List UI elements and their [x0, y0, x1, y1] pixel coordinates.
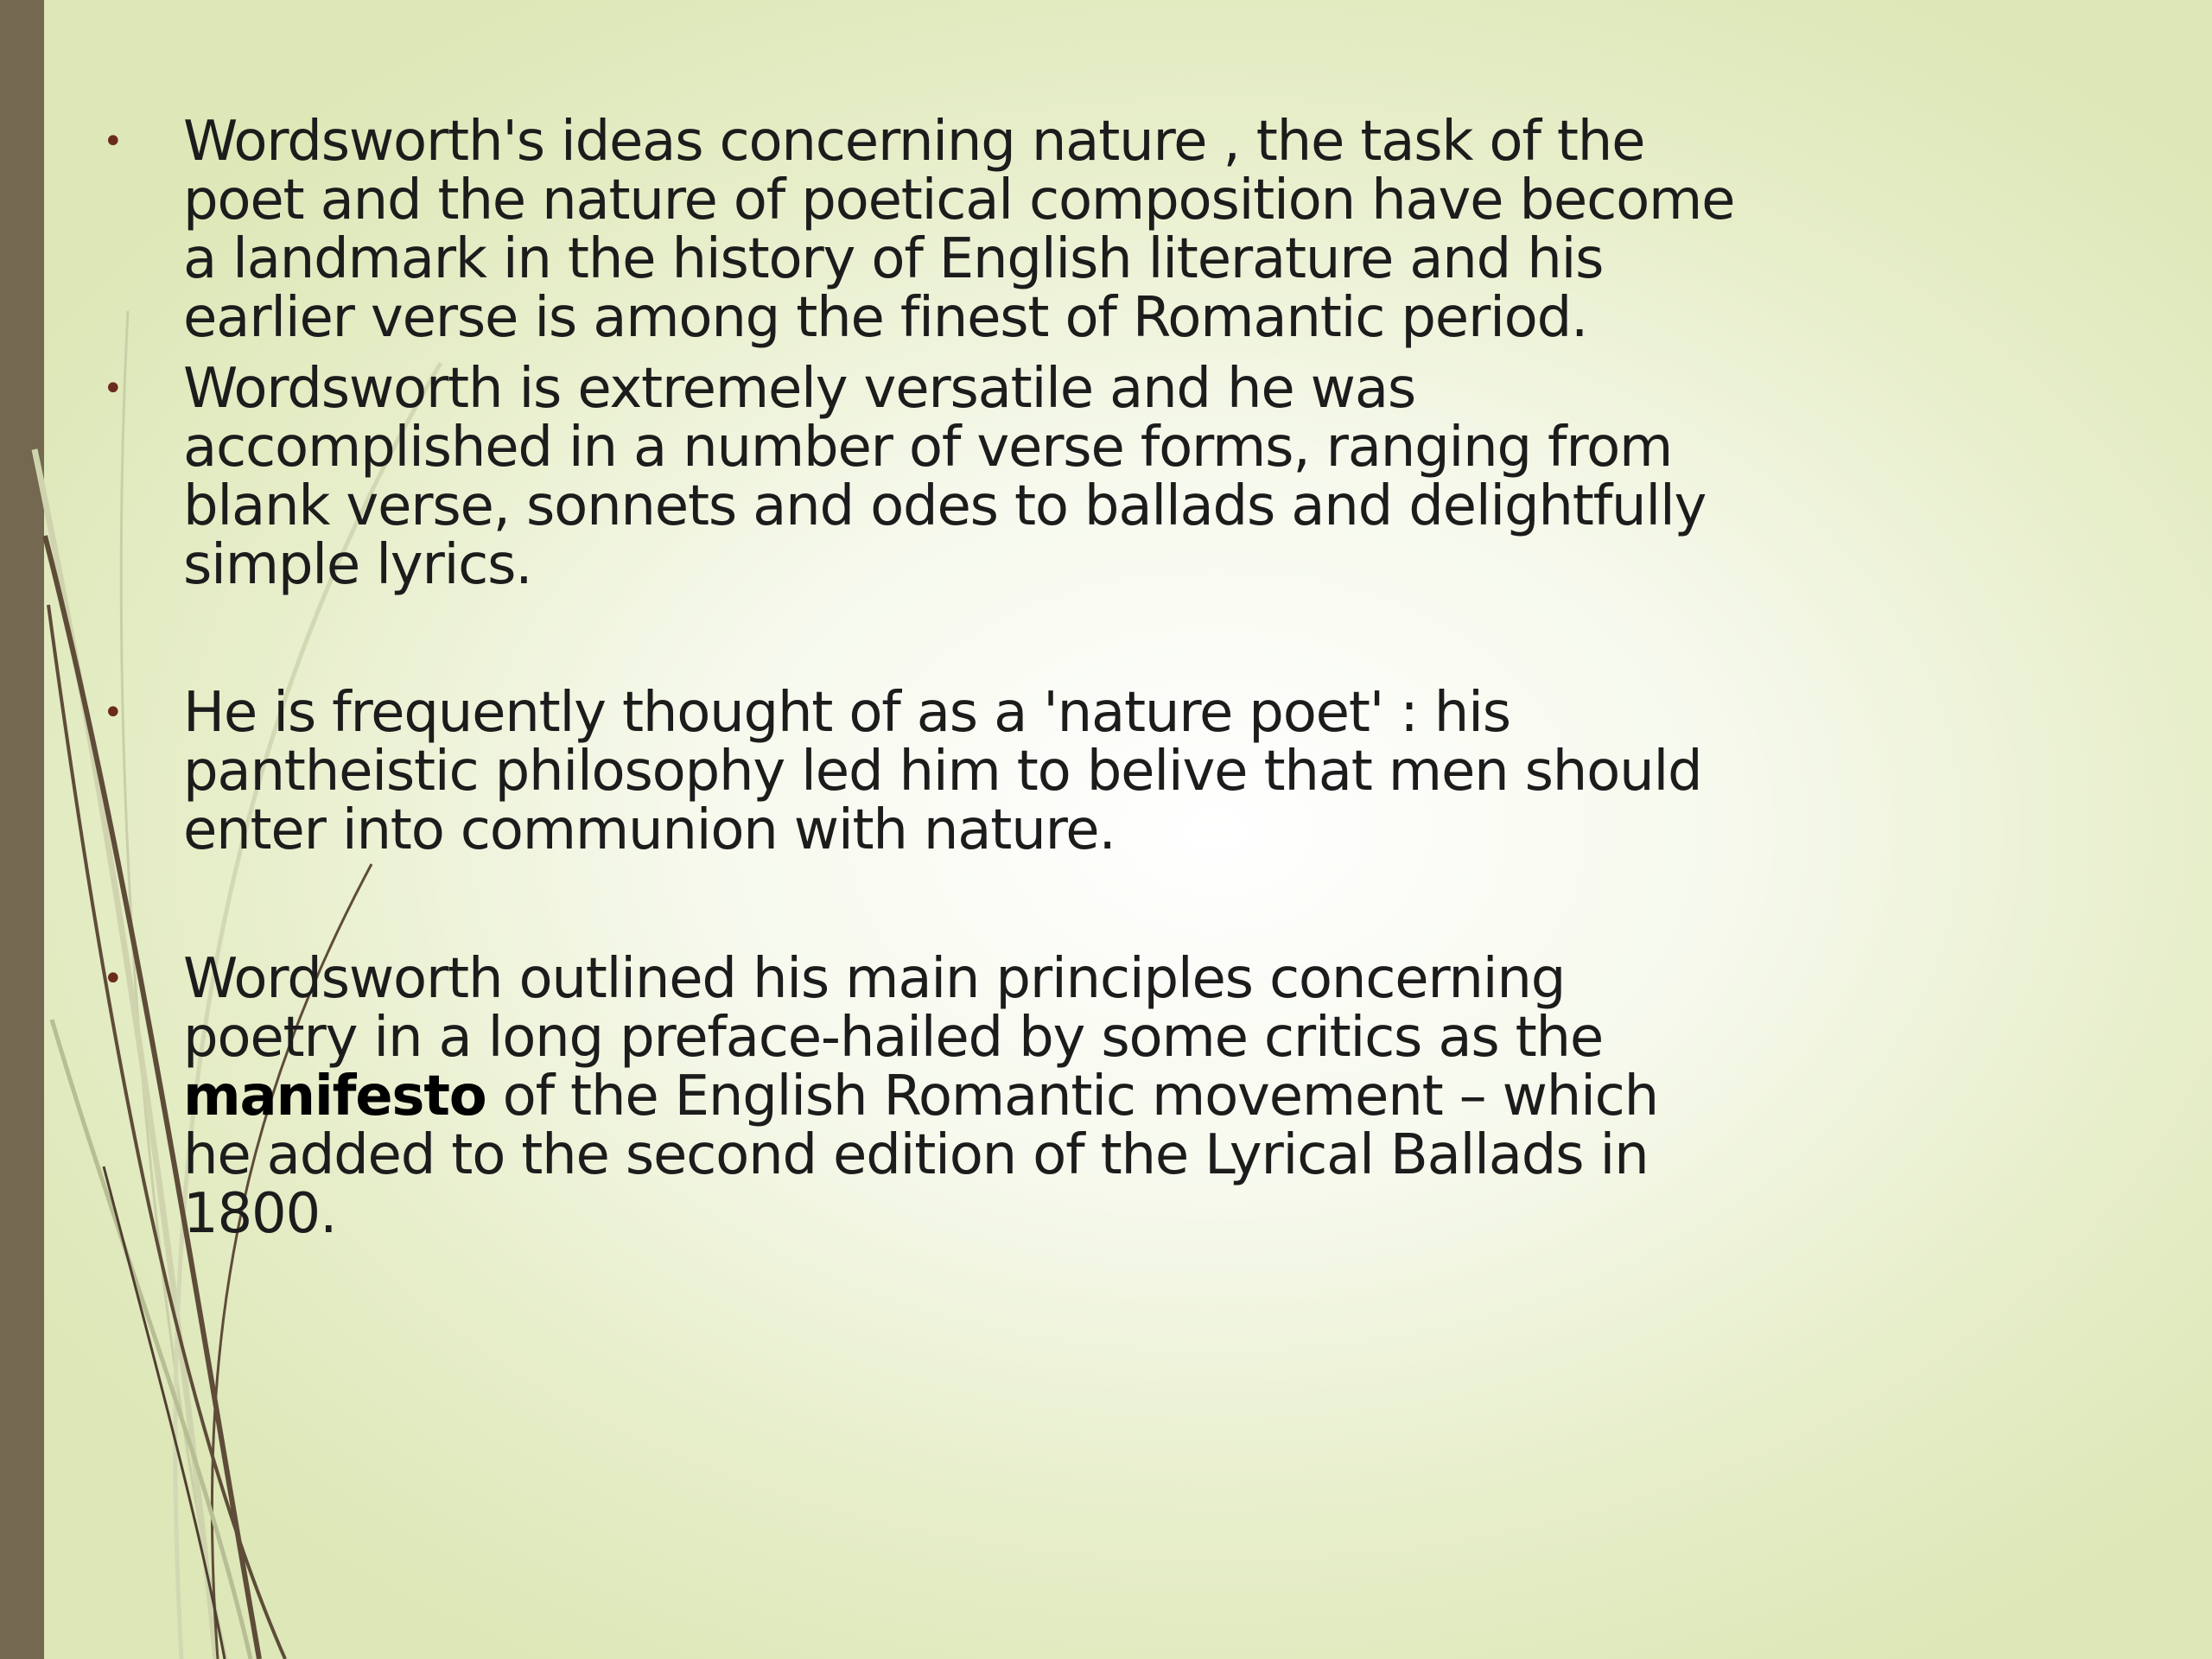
bullet-item-1 [95, 110, 1737, 350]
bullet-marker: • [103, 122, 123, 162]
bullet-text: He is frequently thought of as a 'nature poet' : his pantheistic philosophy led him to belive that men should enter into communion with nature. [183, 681, 1702, 862]
side-accent-bar [0, 0, 44, 1659]
bullet-text: Wordsworth's ideas concerning nature , the task of the poet and the nature of poetical composition have become a landmark in the history of English literature and his earlier verse is among the finest of Romantic period. [183, 110, 1735, 350]
bullet-marker: • [103, 693, 123, 733]
bullet-bold-term: manifesto [183, 1065, 486, 1128]
bullet-text-start: Wordsworth outlined his main principles concerning poetry in a long preface-hailed by some critics as the [183, 947, 1604, 1070]
bullet-list [95, 110, 1737, 1246]
bullet-text-end: of the English Romantic movement – which he added to the second edition of the Lyrical Ballads in 1800. [183, 1065, 1659, 1246]
bullet-item-2 [95, 357, 1737, 597]
bullet-marker: • [103, 959, 123, 999]
bullet-item-3 [95, 683, 1737, 860]
bullet-marker: • [103, 369, 123, 409]
bullet-item-4 [95, 947, 1737, 1246]
bullet-text: Wordsworth is extremely versatile and he was accomplished in a number of verse forms, ranging from blank verse, sonnets and odes to ballads and delightfully simple lyrics. [183, 357, 1707, 597]
